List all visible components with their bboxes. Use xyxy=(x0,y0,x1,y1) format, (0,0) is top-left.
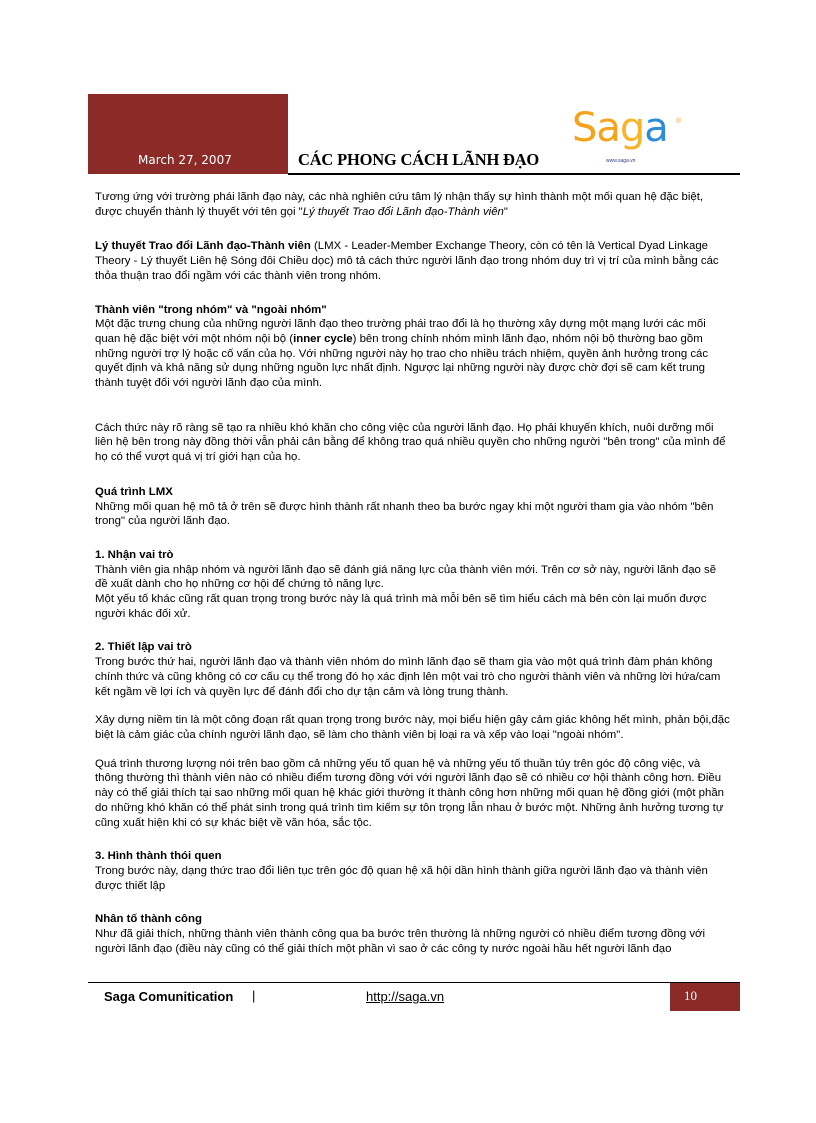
logo-letter-a1: a xyxy=(596,105,620,151)
page-title: CÁC PHONG CÁCH LÃNH ĐẠO xyxy=(298,150,540,169)
header-date: March 27, 2007 xyxy=(138,153,232,167)
logo-url: www.saga.vn xyxy=(606,158,636,164)
logo-letter-a2: a xyxy=(644,105,668,151)
logo-letter-s: S xyxy=(572,105,597,151)
heading-lmx-process: Quá trình LMX xyxy=(95,485,173,498)
logo-wordmark xyxy=(572,106,668,150)
footer-link[interactable]: http://saga.vn xyxy=(366,989,445,1004)
document-body xyxy=(95,190,730,956)
paragraph-difficulty: Cách thức này rõ ràng sẽ tạo ra nhiều khó khăn cho công việc của người lãnh đạo. Họ phải khuyến khích, nuôi dưỡng mối liên hệ bên trong này đồng thời vẫn phải cân bằng để không trao quá nhiều quyền cho những người "bên trong" của mình để họ có thể vượt quá vị trí giới hạn của họ. xyxy=(95,421,726,464)
heading-step-1: 1. Nhận vai trò xyxy=(95,548,174,561)
paragraph-step-2b: Xây dựng niềm tin là một công đoạn rất quan trọng trong bước này, mọi biểu hiện gây cảm giác không hết mình, phản bội,đặc biệt là cảm giác của chính người lãnh đạo, sẽ làm cho thành viên bị loại ra và xếp vào loại "ngoài nhóm". xyxy=(95,714,730,741)
heading-step-3: 3. Hình thành thói quen xyxy=(95,850,222,863)
heading-step-2: 2. Thiết lập vai trò xyxy=(95,641,192,654)
logo-letter-g: g xyxy=(619,105,645,151)
paragraph-lmx-theory: Lý thuyết Trao đổi Lãnh đạo-Thành viên (LMX - Leader-Member Exchange Theory, còn có tên là Vertical Dyad Linkage Theory - Lý thuyết Liên hệ Sóng đôi Chiều dọc) mô tả cách thức người lãnh đạo trong nhóm duy trì vị trí của mình bằng các thỏa thuận trao đổi ngầm với các thành viên trong nhóm. xyxy=(95,240,719,282)
page-number: 10 xyxy=(684,988,697,1003)
heading-in-out-group: Thành viên "trong nhóm" và "ngoài nhóm" xyxy=(95,303,327,316)
paragraph-intro: Tương ứng với trường phái lãnh đạo này, các nhà nghiên cứu tâm lý nhận thấy sự hình thành một mối quan hệ đặc biệt, được chuyển thành lý thuyết với tên gọi "Lý thuyết Trao đổi Lãnh đạo-Thành viên" xyxy=(95,191,704,218)
paragraph-step-1b: Một yếu tố khác cũng rất quan trọng trong bước này là quá trình mà mỗi bên sẽ tìm hiểu cách mà bên còn lại muốn được người khác đối xử. xyxy=(95,593,707,620)
saga-logo xyxy=(572,106,692,166)
paragraph-success-factors: Như đã giải thích, những thành viên thành công qua ba bước trên thường là những người có nhiều điểm tương đồng với người lãnh đạo (điều này cũng có thể giải thích một phần vì sao ở các công ty nước ngoài hầu hết người lãnh đạo xyxy=(95,928,706,955)
header-divider xyxy=(288,173,740,175)
footer-page-block xyxy=(670,983,740,1011)
paragraph-lmx-process: Những mối quan hệ mô tả ở trên sẽ được hình thành rất nhanh theo ba bước ngay khi một người tham gia vào nhóm "bên trong" của người lãnh đạo. xyxy=(95,500,714,528)
footer-divider xyxy=(88,982,740,983)
footer-separator: | xyxy=(252,988,256,1003)
footer-company: Saga Comunitication xyxy=(104,989,234,1004)
paragraph-step-2a: Trong bước thứ hai, người lãnh đạo và thành viên nhóm do mình lãnh đạo sẽ tham gia vào một quá trình đàm phán không chính thức và cũng không có cơ cấu cụ thể trong đó họ xác định lên một vai trò cho người thành viên và những lời hứa/cam kết ngầm về lợi ích và quyền lực để đánh đổi cho dự tận cảm và lòng trung thành. xyxy=(95,656,721,698)
paragraph-step-1a: Thành viên gia nhập nhóm và người lãnh đạo sẽ đánh giá năng lực của thành viên mới. Trên cơ sở này, người lãnh đạo sẽ đề xuất dành cho họ những cơ hội để chứng tỏ năng lực. xyxy=(95,563,717,591)
paragraph-inner-cycle: Một đặc trưng chung của những người lãnh đạo theo trường phái trao đổi là họ thường xây dựng một mạng lưới các mối quan hệ đặc biệt với một nhóm nội bộ (inner cycle) bên trong chính nhóm mình lãnh đạo, nhóm nội bộ thường bao gồm những người trợ lý hoặc cố vấn của họ. Với những người này họ trao cho nhiều trách nhiệm, quyền ảnh hưởng trong các quyết định và khả năng sử dụng những nguồn lực nhất định. Ngược lại những người này được chờ đợi sẽ cam kết trung thành tuyệt đối với người lãnh đạo của mình. xyxy=(95,318,709,390)
heading-success-factors: Nhân tố thành công xyxy=(95,913,202,926)
paragraph-step-3: Trong bước này, dạng thức trao đổi liên tục trên góc độ quan hệ xã hội dần hình thành giữa người lãnh đạo và thành viên được thiết lập xyxy=(95,864,708,892)
paragraph-step-2c: Quá trình thương lượng nói trên bao gồm cả những yếu tố quan hệ và những yếu tố thuần túy trên góc độ công việc, và thông thường thì thành viên nào có nhiều điểm tương đồng với với người lãnh đạo sẽ có nhiều cơ hội thành công hơn. Điều này có thể giải thích tại sao những mối quan hệ khác giới thường ít thành công hơn những mối quan hệ đồng giới (một phần do những khó khăn có thể phát sinh trong quá trình tìm kiếm sự tôn trọng lẫn nhau ở bước một. Những ảnh hưởng tương tự cũng xuất hiện khi có sự khác biệt về văn hóa, sắc tộc. xyxy=(95,757,725,829)
logo-registered-mark: ® xyxy=(676,118,682,125)
